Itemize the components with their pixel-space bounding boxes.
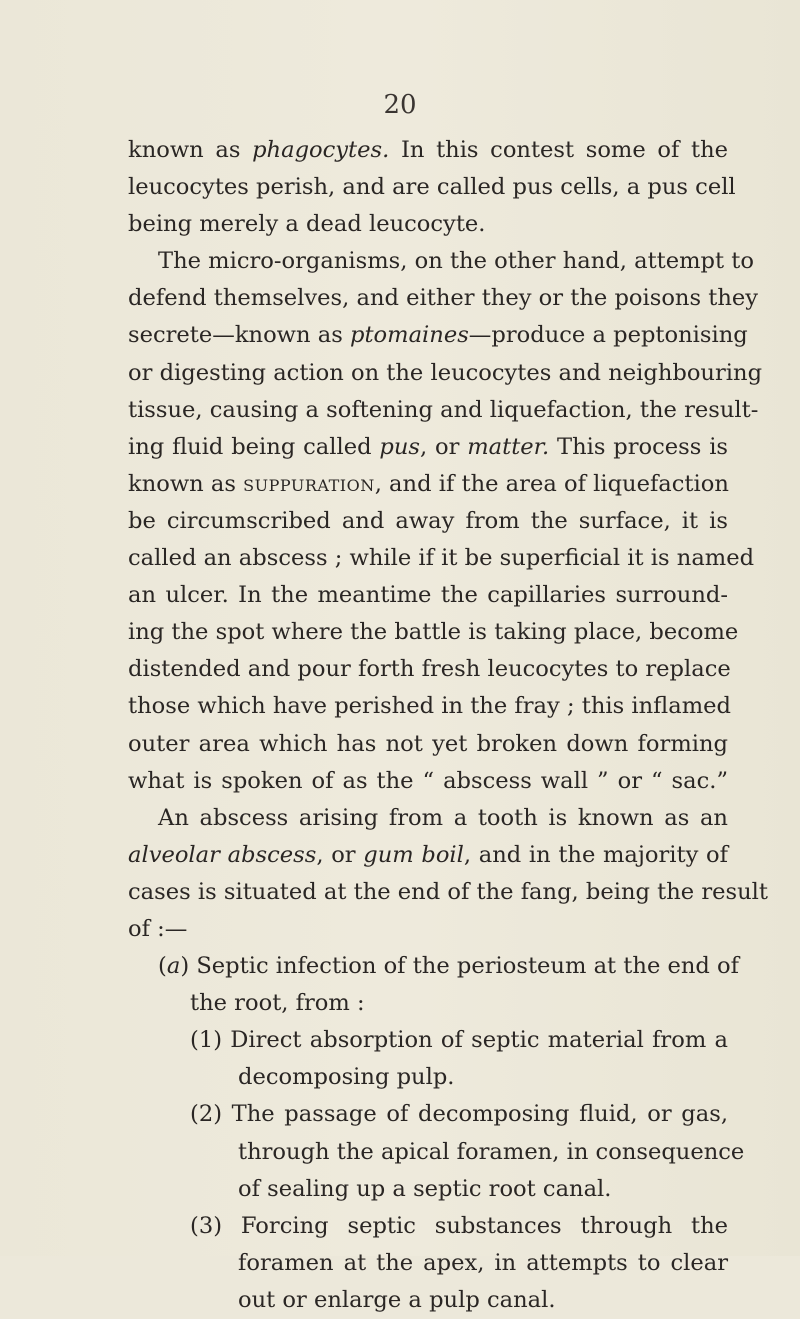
text-line [128, 132, 728, 169]
text-line: tissue, causing a softening and liquefaction, the result- [128, 396, 759, 423]
italic-term: matter. [467, 433, 550, 460]
list-item-2-line: (2) The passage of decomposing fluid, or gas, [190, 1101, 728, 1128]
text-run: , or [419, 433, 468, 460]
text-run: secrete—known as [128, 322, 350, 349]
text-run: —produce a peptonising [468, 322, 748, 349]
text-line: of :— [128, 915, 188, 942]
text-line: cases is situated at the end of the fang, being the result [128, 878, 768, 905]
text-run: known as [128, 137, 253, 163]
italic-term: gum boil [363, 841, 464, 868]
list-item-a-line [128, 948, 740, 985]
text-line: being merely a dead leucocyte. [128, 211, 486, 238]
list-item-1-line: decomposing pulp. [238, 1064, 455, 1091]
text-line: what is spoken of as the “ abscess wall ” or “ sac.” [128, 767, 728, 794]
text-line [128, 317, 748, 354]
list-item-3-line: out or enlarge a pulp canal. [238, 1286, 556, 1313]
italic-term: phagocytes. [252, 137, 390, 163]
text-line: called an abscess ; while if it be superficial it is named [128, 545, 755, 572]
body-text [128, 132, 768, 1319]
list-marker: ( [158, 953, 167, 980]
text-run: ing fluid being called [128, 433, 380, 460]
text-run: known as [128, 470, 244, 497]
text-line: distended and pour forth fresh leucocytes to replace [128, 656, 731, 683]
italic-term: ptomaines [350, 322, 469, 349]
text-run: , or [316, 841, 364, 868]
text-line: ing the spot where the battle is taking place, become [128, 619, 739, 646]
text-run: Septic infection of the periosteum at the end of [189, 953, 740, 980]
text-run: , and in the majority of [463, 841, 728, 868]
list-item-2-line: through the apical foramen, in consequence [238, 1138, 745, 1165]
text-line: those which have perished in the fray ; this inflamed [128, 693, 731, 720]
text-line: defend themselves, and either they or the poisons they [128, 285, 759, 312]
text-line: leucocytes perish, and are called pus cells, a pus cell [128, 174, 736, 201]
italic-term: alveolar abscess [128, 841, 317, 868]
paragraph-start-line: The micro-organisms, on the other hand, attempt to [158, 248, 754, 275]
text-line: or digesting action on the leucocytes and neighbouring [128, 359, 763, 386]
list-item-3-line: (3) Forcing septic substances through the [190, 1212, 728, 1239]
text-line [128, 837, 728, 874]
text-run: This process is [549, 433, 729, 460]
list-marker-letter: a [166, 953, 181, 980]
list-item-2-line: of sealing up a septic root canal. [238, 1175, 612, 1202]
text-line [128, 466, 728, 503]
text-line: an ulcer. In the meantime the capillaries surround- [128, 582, 728, 609]
text-line: outer area which has not yet broken down forming [128, 730, 728, 757]
list-item-3-line: foramen at the apex, in attempts to clear [238, 1249, 728, 1276]
text-run: , and if the area of liquefaction [374, 470, 729, 497]
text-line: be circumscribed and away from the surface, it is [128, 507, 728, 534]
list-item-a-line: the root, from : [190, 990, 365, 1017]
small-caps-term: suppuration [243, 470, 375, 497]
text-line [128, 429, 728, 466]
italic-term: pus [379, 433, 420, 460]
list-marker: ) [180, 953, 190, 980]
paragraph-start-line: An abscess arising from a tooth is known as an [158, 804, 728, 831]
list-item-1-line: (1) Direct absorption of septic material from a [190, 1027, 728, 1054]
page-number: 20 [383, 90, 417, 120]
text-run: In this contest some of the [389, 137, 728, 163]
